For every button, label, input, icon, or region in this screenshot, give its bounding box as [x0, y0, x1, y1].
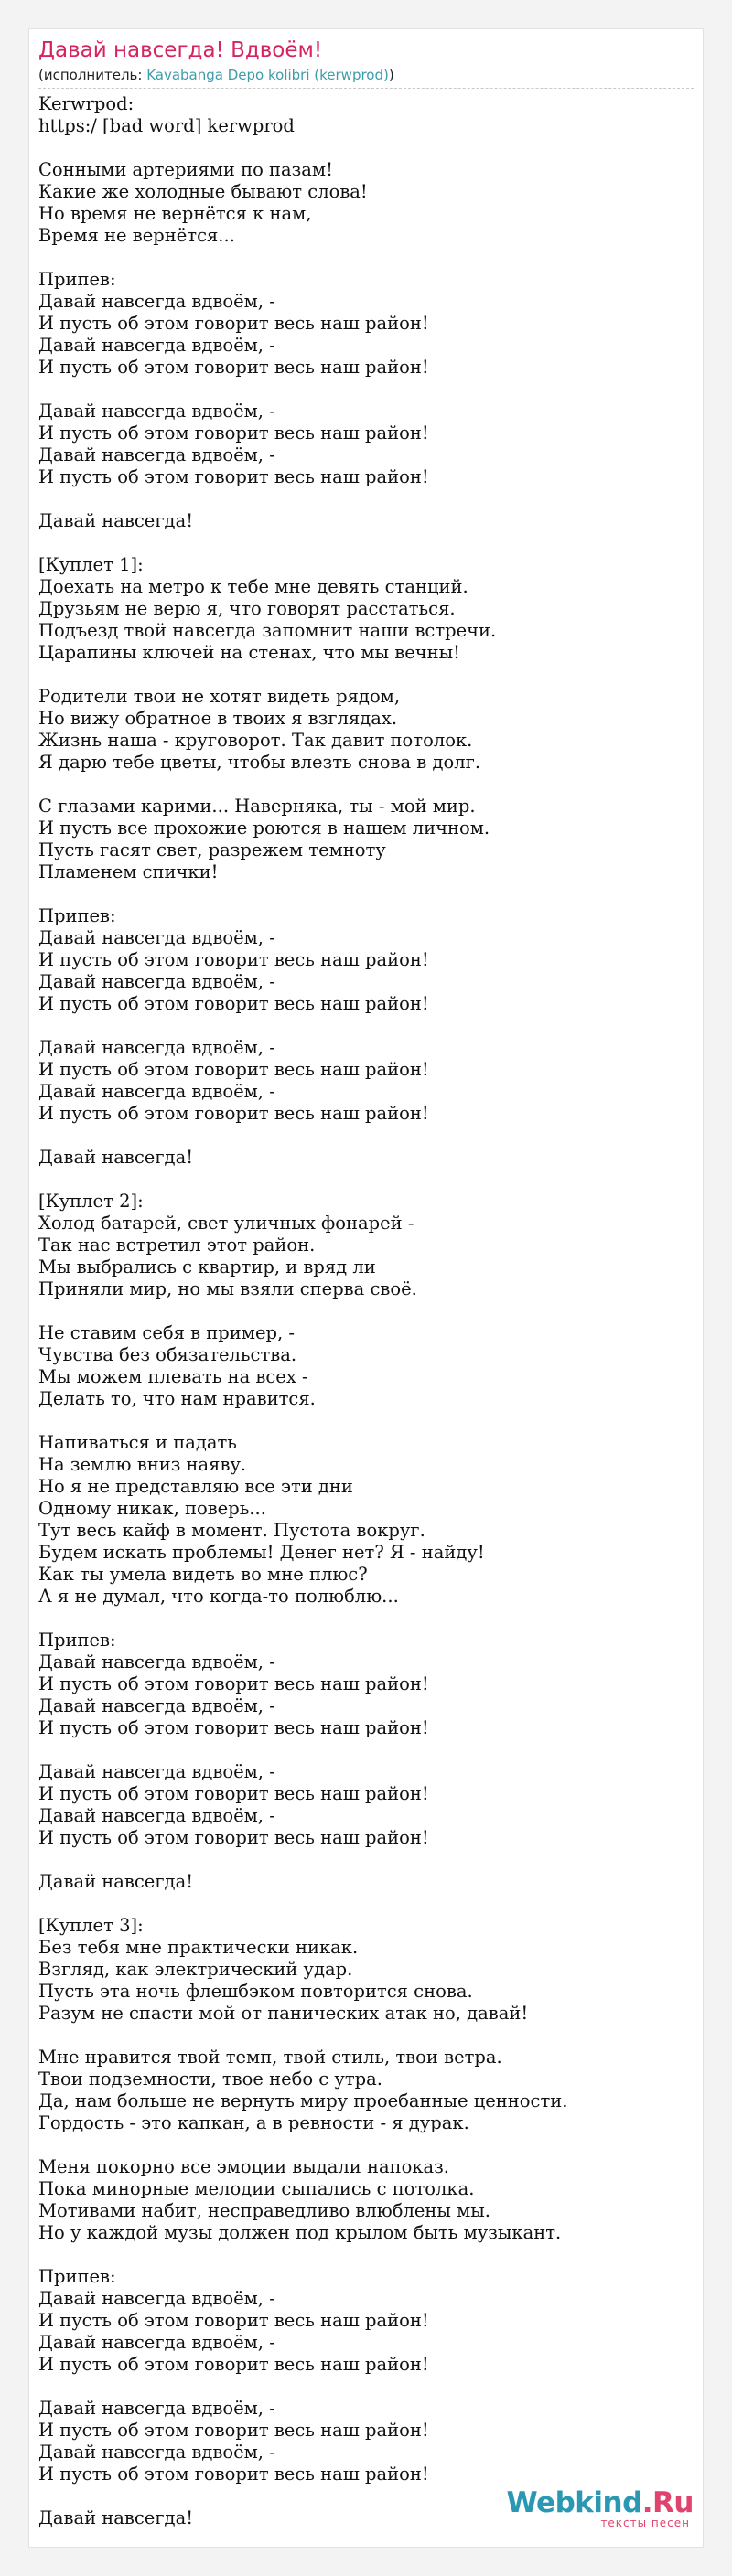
lyric-line: Давай навсегда! — [38, 2507, 194, 2528]
lyric-line: Kerwrpod: — [38, 93, 135, 114]
lyric-line: Припев: — [38, 269, 116, 290]
stanza-gap — [38, 1015, 688, 1037]
lyric-line: Припев: — [38, 1630, 116, 1651]
lyric-line: Родители твои не хотят видеть рядом, — [38, 686, 401, 707]
stanza-gap — [38, 2025, 688, 2047]
lyric-line: Давай навсегда вдвоём, - — [38, 927, 275, 948]
lyric-line: Давай навсегда вдвоём, - — [38, 2288, 275, 2309]
lyric-line: И пусть об этом говорит весь наш район! — [38, 2354, 429, 2375]
logo-tagline: тексты песен — [600, 2517, 690, 2529]
lyric-line: Меня покорно все эмоции выдали напоказ. — [38, 2156, 450, 2177]
lyric-line: И пусть об этом говорит весь наш район! — [38, 2464, 429, 2485]
title-divider — [38, 88, 694, 89]
stanza-gap — [38, 137, 688, 159]
lyric-line: Давай навсегда вдвоём, - — [38, 1037, 275, 1058]
lyric-line: Не ставим себя в пример, - — [38, 1322, 295, 1343]
lyric-line: Без тебя мне практически никак. — [38, 1937, 359, 1958]
lyric-line: Да, нам больше не вернуть миру проебанные ценности. — [38, 2090, 568, 2111]
logo-name: Webkind — [506, 2486, 642, 2519]
lyric-line: И пусть об этом говорит весь наш район! — [38, 466, 429, 487]
lyric-line: Мотивами набит, несправедливо влюблены мы. — [38, 2200, 491, 2221]
song-title: Давай навсегда! Вдвоём! — [38, 38, 323, 62]
lyric-line: Мы выбрались с квартир, и вряд ли — [38, 1256, 376, 1277]
stanza-gap — [38, 2376, 688, 2398]
stanza-gap — [38, 532, 688, 554]
lyric-line: Давай навсегда вдвоём, - — [38, 1081, 275, 1102]
lyric-line: Тут весь кайф в момент. Пустота вокруг. — [38, 1520, 425, 1541]
lyric-line: И пусть об этом говорит весь наш район! — [38, 949, 429, 970]
lyric-line: Мне нравится твой темп, твой стиль, твои ветра. — [38, 2047, 502, 2068]
lyric-line: Мы можем плевать на всех - — [38, 1366, 308, 1387]
lyric-line: И пусть об этом говорит весь наш район! — [38, 1717, 429, 1738]
lyric-line: Взгляд, как электрический удар. — [38, 1959, 353, 1980]
lyric-line: Но у каждой музы должен под крылом быть музыкант. — [38, 2222, 562, 2243]
lyric-line: Пусть гасят свет, разрежем темноту — [38, 839, 386, 860]
lyric-line: И пусть об этом говорит весь наш район! — [38, 1783, 429, 1804]
lyric-line: Так нас встретил этот район. — [38, 1235, 316, 1256]
lyrics-text — [38, 93, 688, 2529]
lyric-line: И пусть об этом говорит весь наш район! — [38, 357, 429, 378]
performer-prefix: (исполнитель: — [38, 67, 147, 83]
performer-suffix: ) — [388, 67, 394, 83]
lyric-line: Давай навсегда вдвоём, - — [38, 291, 275, 312]
stanza-gap — [38, 488, 688, 510]
stanza-gap — [38, 1125, 688, 1147]
stanza-gap — [38, 1849, 688, 1871]
lyric-line: [Куплет 1]: — [38, 554, 144, 575]
lyric-line: Чувства без обязательства. — [38, 1344, 297, 1365]
stanza-gap — [38, 774, 688, 796]
lyric-line: И пусть об этом говорит весь наш район! — [38, 2310, 429, 2331]
lyric-line: Но я не представляю все эти дни — [38, 1476, 353, 1497]
lyric-line: Царапины ключей на стенах, что мы вечны! — [38, 642, 460, 663]
lyric-line: Припев: — [38, 905, 116, 926]
lyric-line: И пусть об этом говорит весь наш район! — [38, 1827, 429, 1848]
lyric-line: Давай навсегда! — [38, 1147, 194, 1168]
lyric-line: Припев: — [38, 2266, 116, 2287]
stanza-gap — [38, 247, 688, 269]
lyric-line: Давай навсегда вдвоём, - — [38, 2442, 275, 2463]
lyric-line: Давай навсегда вдвоём, - — [38, 2398, 275, 2419]
lyric-line: Твои подземности, твое небо с утра. — [38, 2068, 382, 2090]
lyric-line: Пока минорные мелодии сыпались с потолка. — [38, 2178, 475, 2199]
lyric-line: Давай навсегда вдвоём, - — [38, 971, 275, 992]
lyric-line: Сонными артериями по пазам! — [38, 159, 333, 180]
lyric-line: Делать то, что нам нравится. — [38, 1388, 316, 1409]
lyric-line: И пусть об этом говорит весь наш район! — [38, 313, 429, 334]
lyric-line: И пусть об этом говорит весь наш район! — [38, 1673, 429, 1694]
stanza-gap — [38, 1893, 688, 1915]
lyric-line: Какие же холодные бывают слова! — [38, 181, 368, 202]
lyric-line: С глазами карими... Наверняка, ты - мой мир. — [38, 796, 476, 817]
lyrics-card — [28, 28, 704, 2548]
lyric-line: И пусть об этом говорит весь наш район! — [38, 2420, 429, 2441]
stanza-gap — [38, 1608, 688, 1630]
lyric-line: Давай навсегда вдвоём, - — [38, 1651, 275, 1673]
lyric-line: Давай навсегда вдвоём, - — [38, 2332, 275, 2353]
lyric-line: Друзьям не верю я, что говорят расстаться. — [38, 598, 456, 619]
lyric-line: Пусть эта ночь флешбэком повторится снова. — [38, 1981, 473, 2002]
performer-line — [38, 66, 394, 84]
stanza-gap — [38, 883, 688, 905]
lyric-line: Давай навсегда вдвоём, - — [38, 444, 275, 465]
stanza-gap — [38, 1739, 688, 1761]
site-logo[interactable] — [506, 2488, 694, 2528]
lyric-line: И пусть все прохожие роются в нашем личном. — [38, 818, 490, 839]
lyric-line: Холод батарей, свет уличных фонарей - — [38, 1213, 414, 1234]
lyric-line: Я дарю тебе цветы, чтобы влезть снова в долг. — [38, 752, 481, 773]
logo-wordmark — [506, 2488, 694, 2517]
lyric-line: А я не думал, что когда-то полюблю... — [38, 1586, 399, 1607]
stanza-gap — [38, 1410, 688, 1432]
lyric-line: Время не вернётся... — [38, 225, 235, 246]
lyric-line: И пусть об этом говорит весь наш район! — [38, 422, 429, 444]
lyric-line: Разум не спасти мой от панических атак но, давай! — [38, 2003, 529, 2024]
lyric-line: Доехать на метро к тебе мне девять станций. — [38, 576, 468, 597]
lyric-line: Давай навсегда вдвоём, - — [38, 1761, 275, 1782]
stanza-gap — [38, 664, 688, 686]
lyric-line: И пусть об этом говорит весь наш район! — [38, 1059, 429, 1080]
stanza-gap — [38, 1169, 688, 1191]
lyric-line: Давай навсегда вдвоём, - — [38, 401, 275, 422]
lyric-line: Давай навсегда вдвоём, - — [38, 1695, 275, 1716]
lyric-line: На землю вниз наяву. — [38, 1454, 247, 1475]
stanza-gap — [38, 2134, 688, 2156]
lyric-line: Давай навсегда вдвоём, - — [38, 335, 275, 356]
lyric-line: И пусть об этом говорит весь наш район! — [38, 1103, 429, 1124]
lyric-line: Давай навсегда! — [38, 1871, 194, 1892]
lyric-line: Пламенем спички! — [38, 861, 219, 882]
stanza-gap — [38, 379, 688, 401]
lyric-line: [Куплет 3]: — [38, 1915, 144, 1936]
stanza-gap — [38, 1300, 688, 1322]
lyric-line: Давай навсегда вдвоём, - — [38, 1805, 275, 1826]
artist-link[interactable]: Kavabanga Depo kolibri (kerwprod) — [146, 67, 389, 83]
lyric-line: Но время не вернётся к нам, — [38, 203, 312, 224]
lyric-line: Жизнь наша - круговорот. Так давит потолок. — [38, 730, 473, 751]
lyric-line: Подъезд твой навсегда запомнит наши встречи. — [38, 620, 497, 641]
lyric-line: Одному никак, поверь... — [38, 1498, 266, 1519]
lyric-line: Но вижу обратное в твоих я взглядах. — [38, 708, 398, 729]
lyric-line: Приняли мир, но мы взяли сперва своё. — [38, 1278, 417, 1299]
lyric-line: Будем искать проблемы! Денег нет? Я - найду! — [38, 1542, 485, 1563]
logo-tld: .Ru — [641, 2486, 694, 2519]
stanza-gap — [38, 2244, 688, 2266]
lyric-line: Гордость - это капкан, а в ревности - я дурак. — [38, 2112, 469, 2133]
lyric-line: Напиваться и падать — [38, 1432, 237, 1453]
lyric-line: Давай навсегда! — [38, 510, 194, 531]
lyric-line: Как ты умела видеть во мне плюс? — [38, 1564, 368, 1585]
lyric-line: [Куплет 2]: — [38, 1191, 144, 1212]
lyric-line: https:/ [bad word] kerwprod — [38, 115, 295, 136]
lyric-line: И пусть об этом говорит весь наш район! — [38, 993, 429, 1014]
